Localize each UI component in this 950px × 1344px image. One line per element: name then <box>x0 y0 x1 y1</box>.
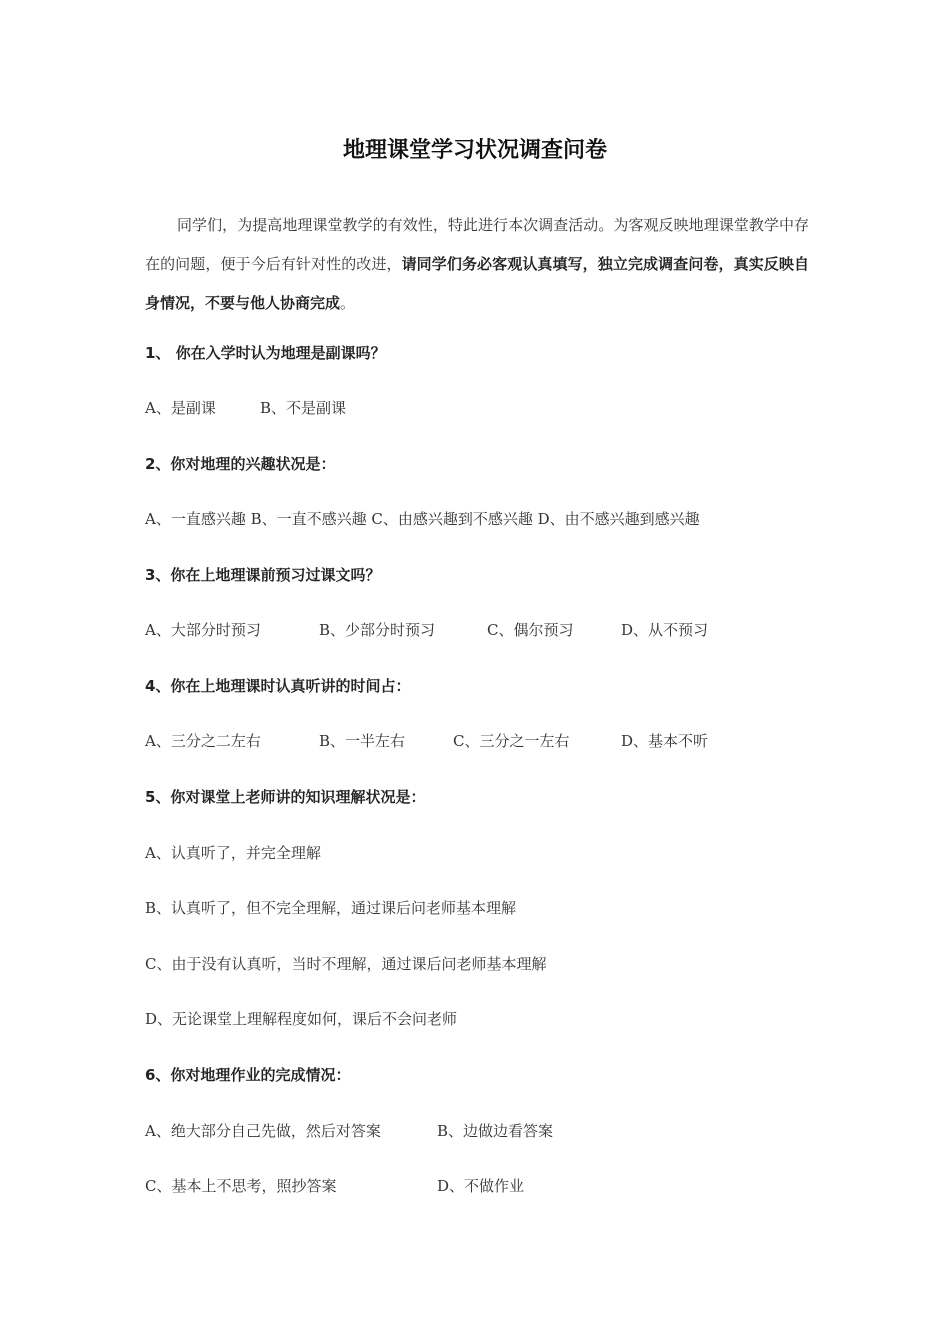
question-6-options-row1 <box>145 1120 845 1142</box>
page-title: 地理课堂学习状况调查问卷 <box>342 138 607 163</box>
question-6-options-row2 <box>145 1175 845 1197</box>
question-4: 4、你在上地理课时认真听讲的时间占： <box>145 677 411 695</box>
intro-text: 同学们，为提高地理课堂教学的有效性，特此进行本次调查活动。为客观反映地理课堂教学中存在的问题，便于今后有针对性的改进， <box>145 216 809 273</box>
option-4d: D、基本不听 <box>621 732 709 750</box>
question-3: 3、你在上地理课前预习过课文吗？ <box>145 566 381 584</box>
option-6b: B、边做边看答案 <box>437 1122 554 1140</box>
option-3b: B、少部分时预习 <box>319 621 436 639</box>
option-4b: B、一半左右 <box>319 732 406 750</box>
question-1-options <box>145 397 845 419</box>
intro-paragraph <box>145 206 809 323</box>
question-6: 6、你对地理作业的完成情况： <box>145 1066 351 1084</box>
question-2-options <box>145 508 845 530</box>
question-5-option-a-line <box>145 842 845 864</box>
question-5: 5、你对课堂上老师讲的知识理解状况是： <box>145 788 426 806</box>
intro-emphasis: 请同学们务必客观认真填写，独立完成调查问卷，真实反映自身情况，不要与他人协商完成 <box>145 255 809 312</box>
option-4a: A、三分之二左右 <box>145 732 261 750</box>
option-3a: A、大部分时预习 <box>145 621 261 639</box>
option-1b: B、不是副课 <box>260 399 347 417</box>
option-4c: C、三分之一左右 <box>453 732 570 750</box>
question-4-options <box>145 730 845 752</box>
question-5-option-b-line <box>145 897 845 919</box>
question-5-option-c-line <box>145 953 845 975</box>
question-3-options <box>145 619 845 641</box>
question-2: 2、你对地理的兴趣状况是： <box>145 455 336 473</box>
intro-end: 。 <box>340 294 356 312</box>
option-6a: A、绝大部分自己先做，然后对答案 <box>145 1122 381 1140</box>
option-5c: C、由于没有认真听，当时不理解，通过课后问老师基本理解 <box>145 955 547 973</box>
option-5a: A、认真听了，并完全理解 <box>145 844 321 862</box>
option-6d: D、不做作业 <box>437 1177 525 1195</box>
option-6c: C、基本上不思考，照抄答案 <box>145 1177 337 1195</box>
option-1a: A、是副课 <box>145 399 216 417</box>
option-3c: C、偶尔预习 <box>487 621 574 639</box>
question-1: 1、 你在入学时认为地理是副课吗？ <box>145 344 386 362</box>
option-5b: B、认真听了，但不完全理解，通过课后问老师基本理解 <box>145 899 517 917</box>
option-5d: D、无论课堂上理解程度如何，课后不会问老师 <box>145 1010 458 1028</box>
option-2-all: A、一直感兴趣 B、一直不感兴趣 C、由感兴趣到不感兴趣 D、由不感兴趣到感兴趣 <box>145 510 700 528</box>
question-5-option-d-line <box>145 1008 845 1030</box>
option-3d: D、从不预习 <box>621 621 709 639</box>
